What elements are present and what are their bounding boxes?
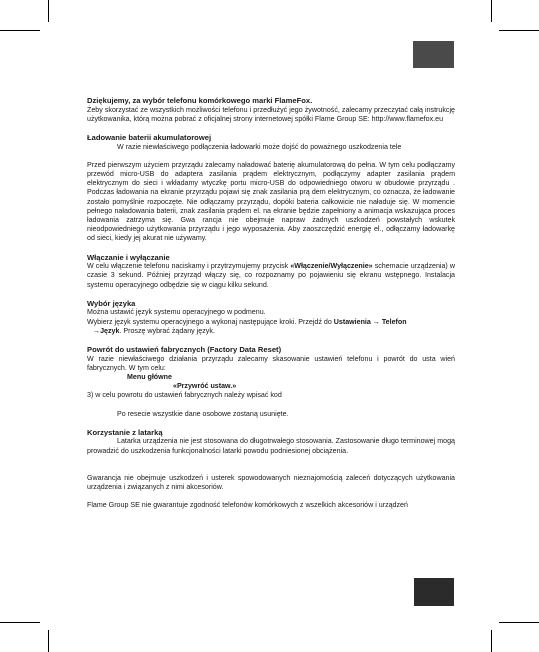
crop-mark: [499, 30, 539, 31]
language-line3-text: . Proszę wybrać żądany język.: [119, 326, 215, 335]
charging-text: Przed pierwszym użyciem przyrządu zalecamy naładować baterię akumulatorową do pełna. W tym celu podłączamy przewód micro-USB do adaptera zasilania prądem elektrycznym, podłączymy adapter zasilania prądem elektrycznym do sieci i wkładamy wtyczkę portu micro-USB do odpowiedniego otworu w obudowie przyrządu . Podczas ładowania na ekranie przyrządu pojawi się znak zasilania prą dem elektrycznym, co oznacza, że ładowanie zostało pomyślnie rozpoczęte. Nie odłączamy przyrządu, dopóki bateria całkowicie nie naładuje się. W momencie pełnego naładowania baterii, znak zasilania prądem el. na ekranie będzie zapełniony a animacja wskazująca proces ładowania zatrzyma się. Gwa rancja nie obejmuje napraw żadnych uszkodzeń powstałych wskutek nieodpowiedniego użytkowania przyrządu i jego wyposażenia. Aby zaoszczędzić energię el., odłączamy ładowarkę od sieci, kiedy jej akurat nie używamy.: [87, 160, 455, 243]
power-text-after: schemacie urządzenia) w czasie 3 sekund. Później przyrząd włączy się, co rozpoznamy po pojawieniu się ekranu wstępnego. Instalacja systemu operacyjnego odbędzie się w ciągu kilku sekund.: [87, 262, 456, 289]
reset-section: [87, 345, 455, 419]
flashlight-text-body: Latarka urządzenia nie jest stosowana do długotrwałego stosowania. Zastosowanie długo terminowej mogą prowadzić do uszkodzenia funkcjonalności latarki powodu podniesionej obciążenia.: [87, 437, 455, 455]
reset-menu-label: Menu główne: [127, 373, 172, 382]
flashlight-text: [87, 437, 455, 455]
manual-page: [87, 96, 455, 519]
reset-text: W razie niewłaściwego działania przyrządu zalecamy skasowanie ustawień telefonu i powrót do usta wień fabrycznych. W tym celu:: [87, 354, 455, 372]
intro-section: [87, 96, 455, 124]
flashlight-title: Korzystanie z latarką: [87, 427, 163, 437]
language-line1: Można ustawić język systemu operacyjnego w podmenu.: [87, 308, 266, 317]
crop-mark: [48, 630, 49, 652]
compat-text: Flame Group SE nie gwarantuje zgodność telefonów komórkowych z wszelkich akcesoriów i urządzeń: [87, 501, 408, 510]
reset-title: Powrót do ustawień fabrycznych (Factory Data Reset): [87, 345, 282, 355]
power-title: Włączanie i wyłączanie: [87, 252, 170, 262]
warranty-section: [87, 474, 455, 492]
charging-title: Ładowanie baterii akumulatorowej: [87, 133, 212, 142]
power-section: [87, 253, 455, 290]
page-number-tab: [414, 578, 454, 606]
crop-mark: [0, 622, 40, 623]
power-text-before: W celu włączenie telefonu naciskamy i przytrzymujemy przycisk: [87, 262, 291, 271]
reset-step3: 3) w celu powrotu do ustawień fabrycznych należy wpisać kod: [87, 391, 282, 400]
charging-warning: W razie niewłaściwego podłączenia ładowarki może dojść do poważnego uszkodzenia tele: [117, 142, 402, 151]
crop-mark: [491, 630, 492, 652]
intro-text: Żeby skorzystać ze wszystkich możliwości telefonu i przedłużyć jego żywotność, zalecamy przeczytać całą instrukcję użytkowanika, którą można pobrać z oficjalnej strony internetowej spółki Flame Group SE: http://www.flamefox.eu: [87, 105, 455, 123]
reset-note: Po resecie wszystkie dane osobowe zostaną usunięte.: [117, 409, 289, 418]
language-line2: [87, 318, 455, 327]
crop-mark: [491, 0, 492, 22]
compat-section: [87, 501, 455, 510]
page-tab-marker: [413, 41, 454, 68]
language-line3: [87, 327, 455, 336]
reset-restore-label: «Przywróć ustaw.»: [173, 382, 237, 391]
warranty-text: Gwarancja nie obejmuje uszkodzeń i usterek spowodowanych nieznajomością zaleceń dotyczących użytkowania urządzenia i związanych z nimi akcesoriów.: [87, 473, 455, 492]
language-section: [87, 299, 455, 336]
language-title: Wybór języka: [87, 298, 136, 308]
power-text: [87, 262, 455, 290]
charging-section: [87, 133, 455, 244]
language-settings-path: Ustawienia → Telefon: [333, 317, 407, 326]
intro-title: Dziękujemy, za wybór telefonu komórkowego marki FlameFox.: [87, 96, 313, 105]
language-line2-text: Wybierz język systemu operacyjnego a wykonaj następujące kroki. Przejdź do: [87, 317, 334, 326]
power-button-name: «Włączenie/Wyłączenie»: [290, 262, 373, 271]
crop-mark: [48, 0, 49, 22]
flashlight-section: [87, 428, 455, 456]
crop-mark: [499, 622, 539, 623]
crop-mark: [0, 30, 40, 31]
language-path-end: →Język: [93, 326, 120, 335]
